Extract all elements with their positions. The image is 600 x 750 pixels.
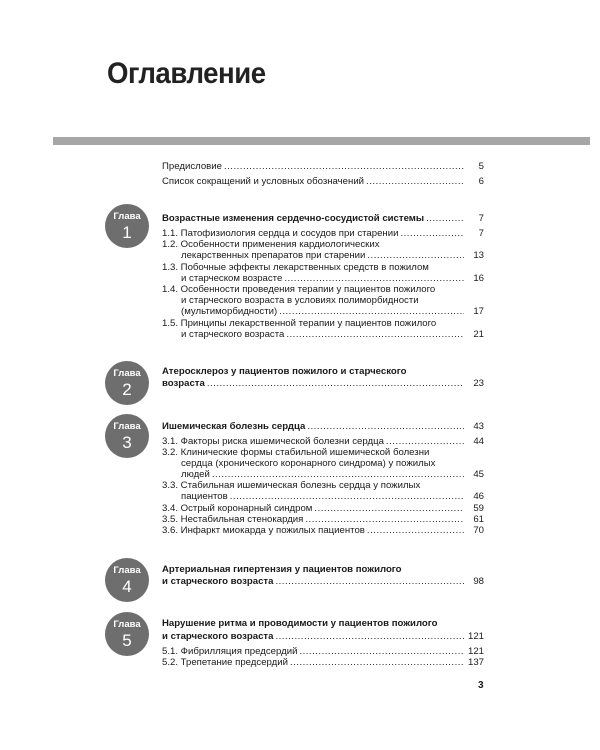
chapter-badge-label: Глава [113,619,141,630]
toc-chapter-title: Ишемическая болезнь сердца [162,421,306,432]
toc-page-number: 5 [478,161,484,172]
toc-page-number: 23 [473,378,484,389]
toc-chapter-title: и старческого возраста [162,576,274,587]
dot-leader [284,273,464,285]
dot-leader [426,213,464,225]
dot-leader [367,525,464,537]
toc-entry-label: Список сокращений и условных обозначений [162,176,365,187]
toc-chapter-4[interactable] [162,576,484,588]
toc-entry-abbreviations[interactable] [162,176,484,188]
chapter-badge-label: Глава [113,211,141,222]
toc-chapter-title: и старческого возраста [162,631,274,642]
toc-section-label: 3.5. Нестабильная стенокардия [162,514,304,525]
toc-section-1-3-line1[interactable]: 1.3. Побочные эффекты лекарственных средств в пожилом [162,262,429,273]
toc-section-3-4[interactable] [162,503,484,515]
toc-section-3-6[interactable] [162,525,484,537]
toc-chapter-3[interactable] [162,421,484,433]
chapter-badge-number: 5 [122,631,132,650]
toc-page-number: 98 [473,576,484,587]
toc-section-1-1[interactable] [162,228,484,240]
toc-page-number: 7 [478,213,484,224]
toc-section-label: пациентов [181,491,228,502]
toc-section-5-2[interactable] [162,657,484,669]
toc-section-label: 5.2. Трепетание предсердий [162,657,288,668]
toc-section-label: лекарственных препаратов при старении [181,250,366,261]
toc-page-number: 70 [473,525,484,536]
toc-section-1-4-line1[interactable]: 1.4. Особенности проведения терапии у пациентов пожилого [162,284,436,295]
chapter-badge-number: 3 [122,433,132,452]
toc-page-number: 13 [473,250,484,261]
toc-section-3-3-line1[interactable]: 3.3. Стабильная ишемическая болезнь сердца у пожилых [162,480,421,491]
toc-section-label: (мультиморбидности) [181,306,278,317]
page-number: 3 [478,680,484,691]
chapter-badge-3 [105,414,149,458]
toc-chapter-title: возраста [162,378,205,389]
toc-chapter-1[interactable] [162,213,484,225]
toc-section-label: 5.1. Фибрилляция предсердий [162,646,298,657]
toc-section-1-4-line2[interactable]: и старческого возраста в условиях полиморбидности [181,295,419,306]
dot-leader [400,228,464,240]
toc-section-label: 3.6. Инфаркт миокарда у пожилых пациентов [162,525,365,536]
dot-leader [230,491,464,503]
toc-section-label: людей [181,469,210,480]
dot-leader [279,306,464,318]
chapter-badge-number: 1 [122,223,132,242]
toc-page-number: 6 [478,176,484,187]
toc-section-label: 1.1. Патофизиология сердца и сосудов при старении [162,228,399,239]
toc-page-number: 137 [467,657,484,668]
toc-section-3-2[interactable] [181,469,484,481]
toc-section-1-2-line1[interactable]: 1.2. Особенности применения кардиологических [162,239,380,250]
toc-page-number: 59 [473,503,484,514]
toc-section-1-4[interactable] [181,306,484,318]
toc-section-label: и старческого возраста [181,329,285,340]
dot-leader [386,436,464,448]
toc-section-3-2-line1[interactable]: 3.2. Клинические формы стабильной ишемической болезни [162,447,430,458]
page-title: Оглавление [107,57,266,90]
toc-entry-preface[interactable] [162,161,484,173]
toc-page-number: 46 [473,491,484,502]
chapter-badge-number: 2 [122,380,132,399]
toc-section-1-2[interactable] [181,250,484,262]
toc-section-1-5-line1[interactable]: 1.5. Принципы лекарственной терапии у пациентов пожилого [162,318,437,329]
toc-chapter-4-line1[interactable]: Артериальная гипертензия у пациентов пожилого [162,564,402,575]
toc-page-number: 45 [473,469,484,480]
toc-section-label: и старческом возрасте [181,273,283,284]
chapter-badge-4 [105,558,149,602]
chapter-badge-label: Глава [113,421,141,432]
dot-leader [224,161,464,173]
toc-page-number: 61 [473,514,484,525]
dot-leader [275,576,464,588]
chapter-badge-label: Глава [113,565,141,576]
chapter-badge-1 [105,204,149,248]
dot-leader [212,469,464,481]
dot-leader [290,657,464,669]
dot-leader [367,250,464,262]
toc-page-number: 16 [473,273,484,284]
toc-section-label: 3.4. Острый коронарный синдром [162,503,313,514]
dot-leader [366,176,464,188]
toc-entry-label: Предисловие [162,161,222,172]
toc-section-3-5[interactable] [162,514,484,526]
toc-page-number: 121 [467,646,484,657]
toc-chapter-title: Возрастные изменения сердечно-сосудистой системы [162,213,425,224]
title-divider [53,137,590,145]
toc-section-5-1[interactable] [162,646,484,658]
toc-page-number: 121 [467,631,484,642]
toc-chapter-5[interactable] [162,631,484,643]
chapter-badge-number: 4 [122,577,132,596]
chapter-badge-5 [105,612,149,656]
toc-section-3-1[interactable] [162,436,484,448]
toc-chapter-5-line1[interactable]: Нарушение ритма и проводимости у пациентов пожилого [162,618,438,629]
dot-leader [275,631,464,643]
toc-section-1-5[interactable] [181,329,484,341]
toc-page-number: 21 [473,329,484,340]
dot-leader [207,378,464,390]
toc-page-number: 7 [478,228,484,239]
toc-section-label: 3.1. Факторы риска ишемической болезни сердца [162,436,384,447]
toc-section-3-2-line2[interactable]: сердца (хронического коронарного синдрома) у пожилых [181,458,436,469]
toc-page-number: 44 [473,436,484,447]
toc-section-1-3[interactable] [181,273,484,285]
dot-leader [307,421,464,433]
dot-leader [299,646,464,658]
chapter-badge-label: Глава [113,368,141,379]
toc-page-number: 43 [473,421,484,432]
dot-leader [314,503,464,515]
toc-section-3-3[interactable] [181,491,484,503]
toc-page-number: 17 [473,306,484,317]
toc-chapter-2-line1[interactable]: Атеросклероз у пациентов пожилого и старческого [162,366,407,377]
chapter-badge-2 [105,361,149,405]
dot-leader [305,514,464,526]
toc-chapter-2[interactable] [162,378,484,390]
dot-leader [286,329,464,341]
